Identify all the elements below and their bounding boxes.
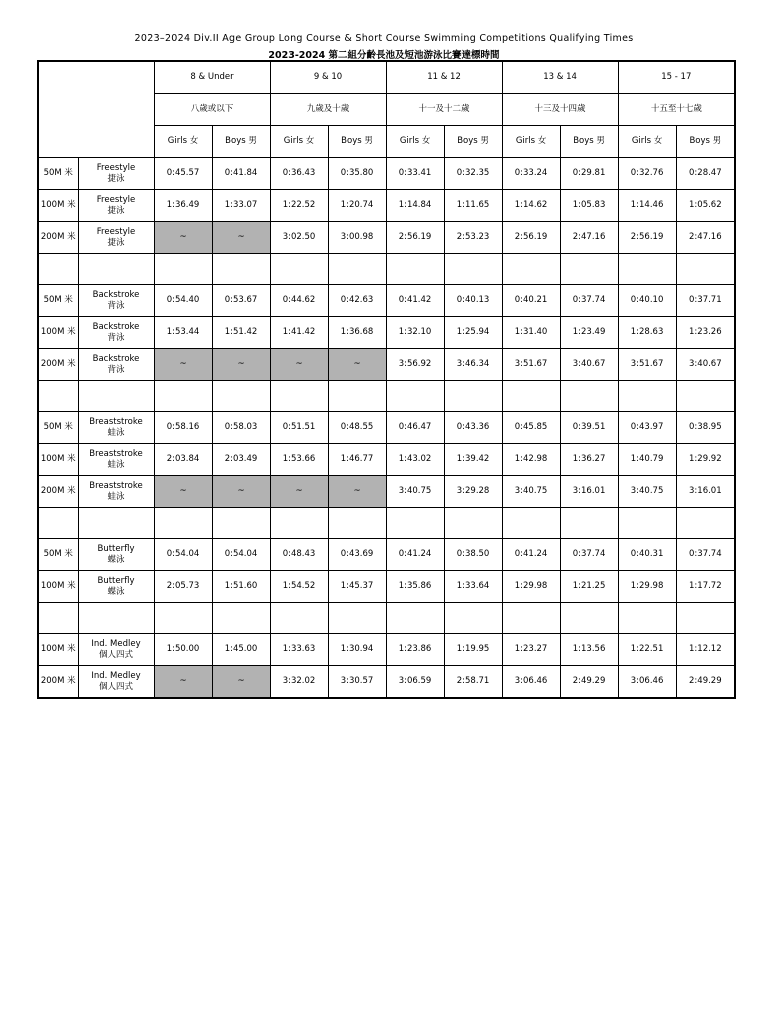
time-cell: ~ <box>154 222 212 254</box>
time-cell: 0:45.85 <box>502 412 560 444</box>
time-cell: 0:39.51 <box>560 412 618 444</box>
time-cell: 0:41.42 <box>386 285 444 317</box>
age-group-header-zh: 十五至十七歲 <box>618 94 735 126</box>
time-cell: 1:29.98 <box>618 571 676 603</box>
empty-cell <box>154 508 212 539</box>
table-row <box>38 634 735 666</box>
empty-cell <box>502 381 560 412</box>
age-group-header: 8 & Under <box>154 61 270 94</box>
time-cell: 3:40.67 <box>560 349 618 381</box>
time-cell: 3:56.92 <box>386 349 444 381</box>
time-cell: 0:44.62 <box>270 285 328 317</box>
time-cell: 0:38.95 <box>676 412 735 444</box>
time-cell: 0:41.24 <box>386 539 444 571</box>
table-row <box>38 539 735 571</box>
time-cell: 1:36.68 <box>328 317 386 349</box>
time-cell: 0:35.80 <box>328 158 386 190</box>
distance-cell: 50M 米 <box>38 285 78 317</box>
time-cell: 3:30.57 <box>328 666 386 699</box>
stroke-cell <box>78 539 154 571</box>
time-cell: 2:56.19 <box>618 222 676 254</box>
header-corner <box>38 61 154 158</box>
empty-cell <box>328 381 386 412</box>
age-group-header-zh: 十三及十四歲 <box>502 94 618 126</box>
separator-row <box>38 603 735 634</box>
time-cell: 1:50.00 <box>154 634 212 666</box>
time-cell: 3:00.98 <box>328 222 386 254</box>
empty-cell <box>154 254 212 285</box>
stroke-name-zh: 捷泳 <box>107 237 125 248</box>
stroke-name: Butterfly <box>97 575 135 586</box>
time-cell: 0:46.47 <box>386 412 444 444</box>
age-group-header: 11 & 12 <box>386 61 502 94</box>
stroke-name: Ind. Medley <box>91 638 141 649</box>
empty-cell <box>502 254 560 285</box>
distance-cell: 100M 米 <box>38 444 78 476</box>
empty-cell <box>560 508 618 539</box>
time-cell: 0:40.31 <box>618 539 676 571</box>
table-row <box>38 444 735 476</box>
table-row <box>38 666 735 699</box>
empty-cell <box>38 508 78 539</box>
time-cell: 2:49.29 <box>560 666 618 699</box>
title-chinese: 2023-2024 第二組分齡長池及短池游泳比賽達標時間 <box>268 50 500 61</box>
time-cell: 0:42.63 <box>328 285 386 317</box>
empty-cell <box>386 254 444 285</box>
stroke-cell <box>78 349 154 381</box>
time-cell: 3:40.75 <box>386 476 444 508</box>
empty-cell <box>444 254 502 285</box>
time-cell: 2:56.19 <box>502 222 560 254</box>
empty-cell <box>676 508 735 539</box>
time-cell: 1:29.98 <box>502 571 560 603</box>
stroke-name: Freestyle <box>96 226 136 237</box>
time-cell: 1:13.56 <box>560 634 618 666</box>
empty-cell <box>502 603 560 634</box>
time-cell: ~ <box>212 349 270 381</box>
time-cell: 0:37.71 <box>676 285 735 317</box>
time-cell: 3:02.50 <box>270 222 328 254</box>
empty-cell <box>154 381 212 412</box>
empty-cell <box>676 603 735 634</box>
empty-cell <box>328 254 386 285</box>
empty-cell <box>78 254 154 285</box>
time-cell: 1:43.02 <box>386 444 444 476</box>
distance-cell: 100M 米 <box>38 190 78 222</box>
gender-header-girls: Girls 女 <box>386 126 444 158</box>
empty-cell <box>212 603 270 634</box>
stroke-name: Butterfly <box>97 543 135 554</box>
distance-cell: 100M 米 <box>38 317 78 349</box>
stroke-name-zh: 捷泳 <box>107 205 125 216</box>
stroke-cell <box>78 412 154 444</box>
time-cell: ~ <box>328 349 386 381</box>
stroke-name: Backstroke <box>92 353 140 364</box>
empty-cell <box>560 603 618 634</box>
age-group-header: 13 & 14 <box>502 61 618 94</box>
time-cell: 0:29.81 <box>560 158 618 190</box>
empty-cell <box>78 381 154 412</box>
time-cell: 3:40.75 <box>502 476 560 508</box>
time-cell: 1:35.86 <box>386 571 444 603</box>
stroke-cell <box>78 634 154 666</box>
time-cell: 3:06.59 <box>386 666 444 699</box>
stroke-name-zh: 蛙泳 <box>107 491 125 502</box>
empty-cell <box>38 603 78 634</box>
time-cell: 1:22.51 <box>618 634 676 666</box>
time-cell: 1:22.52 <box>270 190 328 222</box>
stroke-name-zh: 個人四式 <box>98 649 133 660</box>
time-cell: 3:51.67 <box>502 349 560 381</box>
time-cell: 3:06.46 <box>502 666 560 699</box>
time-cell: 0:36.43 <box>270 158 328 190</box>
table-row <box>38 476 735 508</box>
time-cell: 1:14.46 <box>618 190 676 222</box>
time-cell: 0:54.04 <box>212 539 270 571</box>
empty-cell <box>502 508 560 539</box>
time-cell: 1:45.37 <box>328 571 386 603</box>
age-group-header-zh: 十一及十二歲 <box>386 94 502 126</box>
time-cell: 1:33.64 <box>444 571 502 603</box>
stroke-cell <box>78 317 154 349</box>
stroke-name: Breaststroke <box>89 416 143 427</box>
stroke-name: Breaststroke <box>89 448 143 459</box>
empty-cell <box>212 508 270 539</box>
time-cell: 1:36.49 <box>154 190 212 222</box>
gender-header-girls: Girls 女 <box>270 126 328 158</box>
empty-cell <box>618 381 676 412</box>
time-cell: 3:51.67 <box>618 349 676 381</box>
stroke-name-zh: 個人四式 <box>98 681 133 692</box>
stroke-cell <box>78 285 154 317</box>
empty-cell <box>618 508 676 539</box>
stroke-cell <box>78 666 154 699</box>
empty-cell <box>560 254 618 285</box>
time-cell: 0:37.74 <box>560 539 618 571</box>
age-group-header: 9 & 10 <box>270 61 386 94</box>
time-cell: ~ <box>154 666 212 699</box>
time-cell: 2:53.23 <box>444 222 502 254</box>
time-cell: 0:38.50 <box>444 539 502 571</box>
time-cell: 2:03.49 <box>212 444 270 476</box>
gender-header-boys: Boys 男 <box>560 126 618 158</box>
time-cell: 3:40.75 <box>618 476 676 508</box>
time-cell: 1:23.86 <box>386 634 444 666</box>
time-cell: 1:36.27 <box>560 444 618 476</box>
time-cell: 3:46.34 <box>444 349 502 381</box>
gender-header-boys: Boys 男 <box>328 126 386 158</box>
time-cell: 1:32.10 <box>386 317 444 349</box>
empty-cell <box>444 603 502 634</box>
time-cell: 1:05.83 <box>560 190 618 222</box>
distance-cell: 200M 米 <box>38 666 78 699</box>
empty-cell <box>78 603 154 634</box>
title-english: 2023–2024 Div.II Age Group Long Course & Short Course Swimming Competitions Qualifying Times <box>134 33 634 44</box>
time-cell: 0:43.69 <box>328 539 386 571</box>
table-row <box>38 285 735 317</box>
time-cell: 0:43.36 <box>444 412 502 444</box>
time-cell: 1:42.98 <box>502 444 560 476</box>
time-cell: 3:32.02 <box>270 666 328 699</box>
stroke-name: Backstroke <box>92 289 140 300</box>
empty-cell <box>386 381 444 412</box>
stroke-name-zh: 蛙泳 <box>107 459 125 470</box>
stroke-name: Freestyle <box>96 162 136 173</box>
time-cell: 0:54.40 <box>154 285 212 317</box>
time-cell: 3:16.01 <box>676 476 735 508</box>
time-cell: 1:45.00 <box>212 634 270 666</box>
distance-cell: 50M 米 <box>38 412 78 444</box>
stroke-name-zh: 蝶泳 <box>107 586 125 597</box>
time-cell: 2:49.29 <box>676 666 735 699</box>
time-cell: 0:53.67 <box>212 285 270 317</box>
empty-cell <box>78 508 154 539</box>
empty-cell <box>386 603 444 634</box>
stroke-cell <box>78 190 154 222</box>
table-row <box>38 412 735 444</box>
time-cell: 1:46.77 <box>328 444 386 476</box>
time-cell: 1:53.44 <box>154 317 212 349</box>
time-cell: 3:29.28 <box>444 476 502 508</box>
time-cell: 1:25.94 <box>444 317 502 349</box>
gender-header-boys: Boys 男 <box>212 126 270 158</box>
distance-cell: 100M 米 <box>38 571 78 603</box>
table-row <box>38 317 735 349</box>
distance-cell: 50M 米 <box>38 158 78 190</box>
stroke-name-zh: 背泳 <box>107 332 125 343</box>
time-cell: 1:41.42 <box>270 317 328 349</box>
time-cell: 0:32.76 <box>618 158 676 190</box>
time-cell: 0:37.74 <box>676 539 735 571</box>
stroke-cell <box>78 571 154 603</box>
time-cell: 1:11.65 <box>444 190 502 222</box>
time-cell: ~ <box>328 476 386 508</box>
time-cell: 0:32.35 <box>444 158 502 190</box>
empty-cell <box>444 381 502 412</box>
time-cell: 2:56.19 <box>386 222 444 254</box>
stroke-cell <box>78 476 154 508</box>
time-cell: 3:06.46 <box>618 666 676 699</box>
time-cell: 1:23.49 <box>560 317 618 349</box>
empty-cell <box>270 603 328 634</box>
time-cell: 0:51.51 <box>270 412 328 444</box>
stroke-name: Breaststroke <box>89 480 143 491</box>
empty-cell <box>560 381 618 412</box>
qualifying-times-table <box>37 60 736 699</box>
time-cell: 1:51.42 <box>212 317 270 349</box>
time-cell: 1:19.95 <box>444 634 502 666</box>
time-cell: 1:29.92 <box>676 444 735 476</box>
time-cell: 0:40.10 <box>618 285 676 317</box>
empty-cell <box>212 254 270 285</box>
empty-cell <box>618 603 676 634</box>
gender-header-girls: Girls 女 <box>502 126 560 158</box>
time-cell: 1:12.12 <box>676 634 735 666</box>
time-cell: 2:58.71 <box>444 666 502 699</box>
stroke-name-zh: 蝶泳 <box>107 554 125 565</box>
table-row <box>38 222 735 254</box>
time-cell: 1:14.84 <box>386 190 444 222</box>
time-cell: 0:41.24 <box>502 539 560 571</box>
empty-cell <box>270 381 328 412</box>
time-cell: 2:47.16 <box>676 222 735 254</box>
time-cell: 1:28.63 <box>618 317 676 349</box>
time-cell: 1:39.42 <box>444 444 502 476</box>
time-cell: 1:14.62 <box>502 190 560 222</box>
time-cell: 1:40.79 <box>618 444 676 476</box>
time-cell: 3:16.01 <box>560 476 618 508</box>
time-cell: 1:31.40 <box>502 317 560 349</box>
time-cell: 0:28.47 <box>676 158 735 190</box>
time-cell: 0:54.04 <box>154 539 212 571</box>
empty-cell <box>270 508 328 539</box>
empty-cell <box>38 254 78 285</box>
stroke-name-zh: 背泳 <box>107 300 125 311</box>
table-row <box>38 158 735 190</box>
time-cell: 1:23.27 <box>502 634 560 666</box>
time-cell: 0:33.41 <box>386 158 444 190</box>
gender-header-girls: Girls 女 <box>618 126 676 158</box>
stroke-name-zh: 蛙泳 <box>107 427 125 438</box>
distance-cell: 200M 米 <box>38 476 78 508</box>
table-row <box>38 190 735 222</box>
stroke-name: Backstroke <box>92 321 140 332</box>
time-cell: 0:58.03 <box>212 412 270 444</box>
empty-cell <box>444 508 502 539</box>
age-group-header: 15 - 17 <box>618 61 735 94</box>
distance-cell: 200M 米 <box>38 222 78 254</box>
gender-header-boys: Boys 男 <box>676 126 735 158</box>
stroke-cell <box>78 158 154 190</box>
time-cell: 0:40.21 <box>502 285 560 317</box>
separator-row <box>38 508 735 539</box>
time-cell: 1:20.74 <box>328 190 386 222</box>
empty-cell <box>618 254 676 285</box>
empty-cell <box>38 381 78 412</box>
stroke-name-zh: 捷泳 <box>107 173 125 184</box>
empty-cell <box>270 254 328 285</box>
time-cell: 0:41.84 <box>212 158 270 190</box>
time-cell: 2:03.84 <box>154 444 212 476</box>
stroke-cell <box>78 222 154 254</box>
time-cell: ~ <box>212 476 270 508</box>
time-cell: 3:40.67 <box>676 349 735 381</box>
separator-row <box>38 254 735 285</box>
time-cell: 0:33.24 <box>502 158 560 190</box>
empty-cell <box>328 508 386 539</box>
empty-cell <box>212 381 270 412</box>
time-cell: 1:54.52 <box>270 571 328 603</box>
stroke-name: Freestyle <box>96 194 136 205</box>
time-cell: ~ <box>154 349 212 381</box>
time-cell: 1:33.07 <box>212 190 270 222</box>
time-cell: 0:48.43 <box>270 539 328 571</box>
time-cell: 1:05.62 <box>676 190 735 222</box>
time-cell: ~ <box>270 476 328 508</box>
gender-header-girls: Girls 女 <box>154 126 212 158</box>
distance-cell: 100M 米 <box>38 634 78 666</box>
empty-cell <box>676 381 735 412</box>
time-cell: 1:30.94 <box>328 634 386 666</box>
time-cell: ~ <box>154 476 212 508</box>
time-cell: 0:37.74 <box>560 285 618 317</box>
stroke-name: Ind. Medley <box>91 670 141 681</box>
time-cell: 1:23.26 <box>676 317 735 349</box>
empty-cell <box>154 603 212 634</box>
time-cell: 0:58.16 <box>154 412 212 444</box>
time-cell: 0:48.55 <box>328 412 386 444</box>
empty-cell <box>328 603 386 634</box>
time-cell: 2:47.16 <box>560 222 618 254</box>
time-cell: ~ <box>270 349 328 381</box>
time-cell: ~ <box>212 666 270 699</box>
table-row <box>38 349 735 381</box>
time-cell: 1:53.66 <box>270 444 328 476</box>
distance-cell: 200M 米 <box>38 349 78 381</box>
time-cell: ~ <box>212 222 270 254</box>
stroke-cell <box>78 444 154 476</box>
time-cell: 2:05.73 <box>154 571 212 603</box>
distance-cell: 50M 米 <box>38 539 78 571</box>
empty-cell <box>386 508 444 539</box>
stroke-name-zh: 背泳 <box>107 364 125 375</box>
time-cell: 0:45.57 <box>154 158 212 190</box>
time-cell: 1:21.25 <box>560 571 618 603</box>
table-row <box>38 571 735 603</box>
gender-header-boys: Boys 男 <box>444 126 502 158</box>
time-cell: 0:40.13 <box>444 285 502 317</box>
time-cell: 0:43.97 <box>618 412 676 444</box>
separator-row <box>38 381 735 412</box>
age-group-header-zh: 九歲及十歲 <box>270 94 386 126</box>
time-cell: 1:17.72 <box>676 571 735 603</box>
empty-cell <box>676 254 735 285</box>
age-group-header-zh: 八歲或以下 <box>154 94 270 126</box>
time-cell: 1:33.63 <box>270 634 328 666</box>
time-cell: 1:51.60 <box>212 571 270 603</box>
